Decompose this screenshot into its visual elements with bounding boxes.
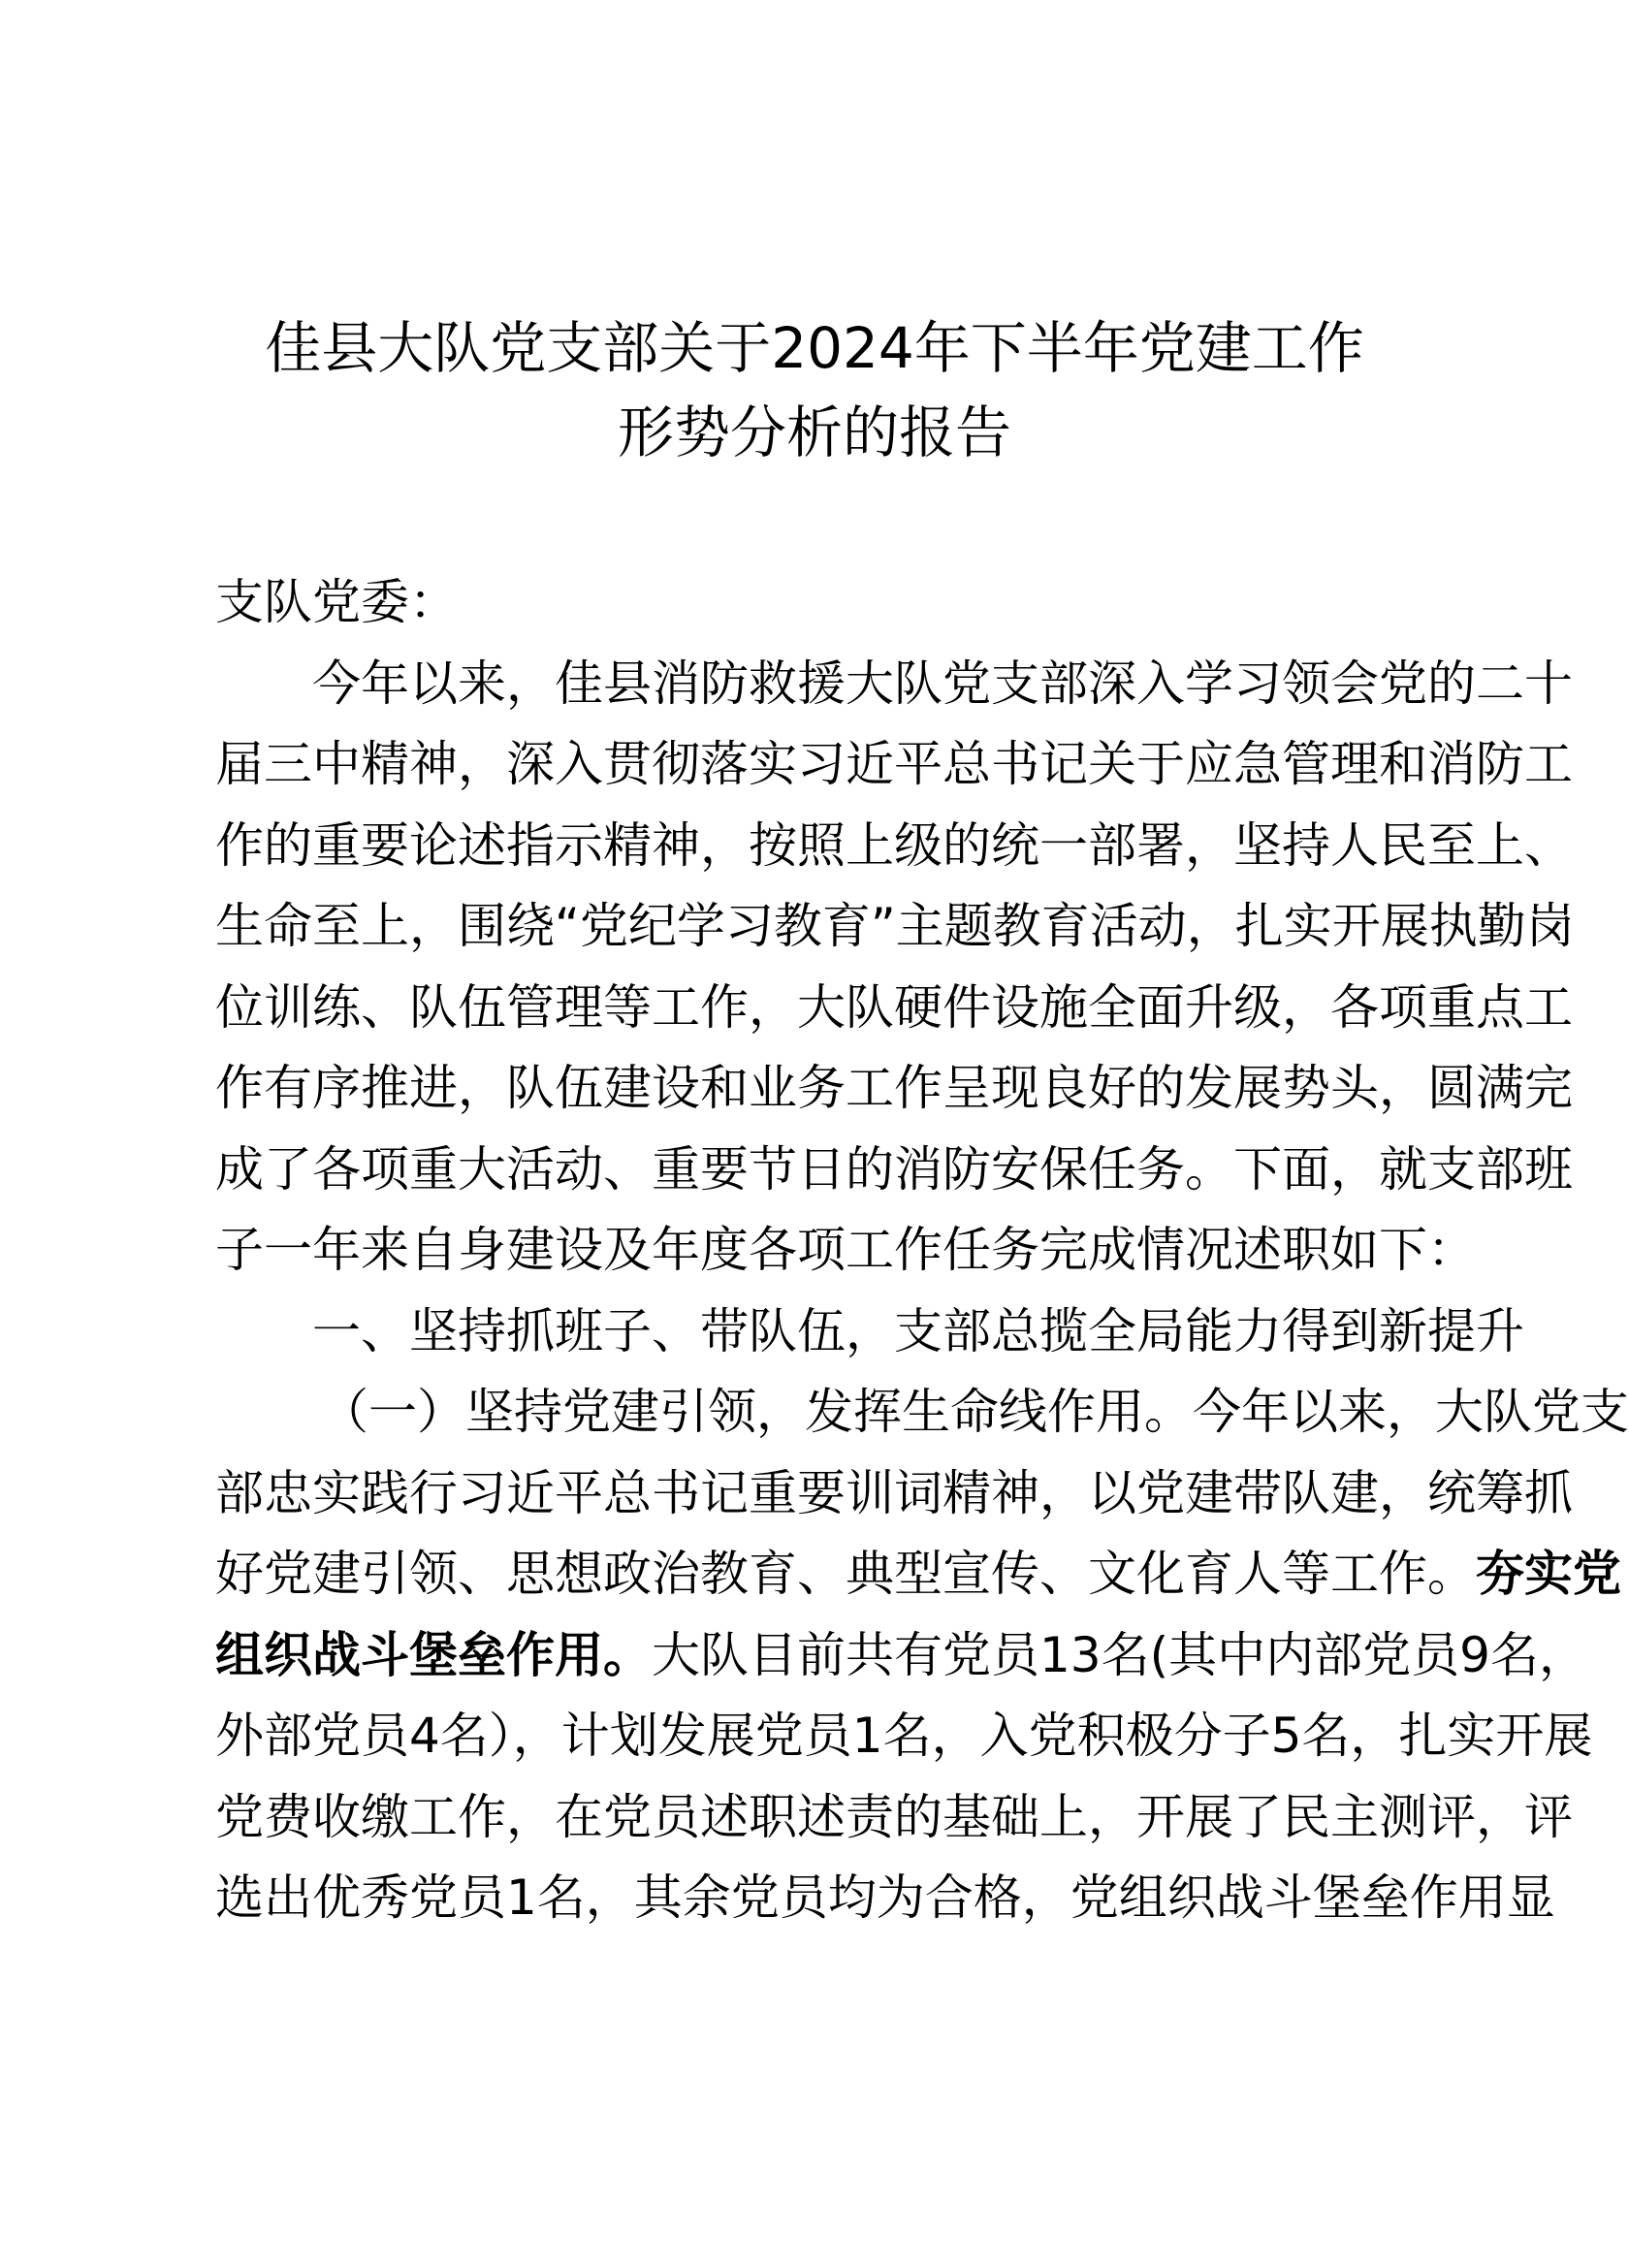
section-heading: 一、坚持抓班子、带队伍，支部总揽全局能力得到新提升 bbox=[312, 1302, 1524, 1359]
body-text: 大队目前共有党员13名(其中内部党员9名， bbox=[652, 1626, 1587, 1683]
body-line bbox=[215, 1534, 1621, 1615]
document-body bbox=[215, 562, 1629, 1939]
bold-emphasis: 夯实党 bbox=[1476, 1546, 1621, 1602]
body-line: 位训练、队伍管理等工作，大队硬件设施全面升级，各项重点工 bbox=[215, 978, 1573, 1036]
body-line: 届三中精神，深入贯彻落实习近平总书记关于应急管理和消防工 bbox=[215, 736, 1573, 792]
subsection-line: （一）坚持党建引领，发挥生命线作用。今年以来，大队党支 bbox=[320, 1384, 1629, 1440]
body-line bbox=[215, 1615, 1587, 1697]
title-line-1: 佳县大队党支部关于2024年下半年党建工作 bbox=[265, 315, 1364, 381]
body-line: 生命至上，围绕“党纪学习教育”主题教育活动，扎实开展执勤岗 bbox=[215, 898, 1575, 954]
body-line: 选出优秀党员1名，其余党员均为合格，党组织战斗堡垒作用显 bbox=[215, 1869, 1555, 1926]
body-line: 党费收缴工作，在党员述职述责的基础上，开展了民主测评，评 bbox=[215, 1788, 1573, 1845]
body-line: 成了各项重大活动、重要节日的消防安保任务。下面，就支部班 bbox=[215, 1140, 1573, 1198]
body-line: 外部党员4名），计划发展党员1名，入党积极分子5名，扎实开展 bbox=[215, 1708, 1593, 1764]
body-text: 好党建引领、思想政治教育、典型宣传、文化育人等工作。 bbox=[215, 1546, 1476, 1602]
body-line: 今年以来，佳县消防救援大队党支部深入学习领会党的二十 bbox=[312, 655, 1573, 712]
salutation: 支队党委： bbox=[215, 574, 458, 630]
body-line: 部忠实践行习近平总书记重要训词精神，以党建带队建，统筹抓 bbox=[215, 1464, 1573, 1521]
body-line: 作有序推进，队伍建设和业务工作呈现良好的发展势头，圆满完 bbox=[215, 1060, 1573, 1116]
document-title bbox=[194, 306, 1435, 475]
body-line: 作的重要论述指示精神，按照上级的统一部署，坚持人民至上、 bbox=[215, 816, 1573, 874]
body-line: 子一年来自身建设及年度各项工作任务完成情况述职如下： bbox=[215, 1222, 1476, 1278]
bold-emphasis: 组织战斗堡垒作用。 bbox=[215, 1626, 652, 1683]
title-line-2: 形势分析的报告 bbox=[617, 399, 1011, 465]
